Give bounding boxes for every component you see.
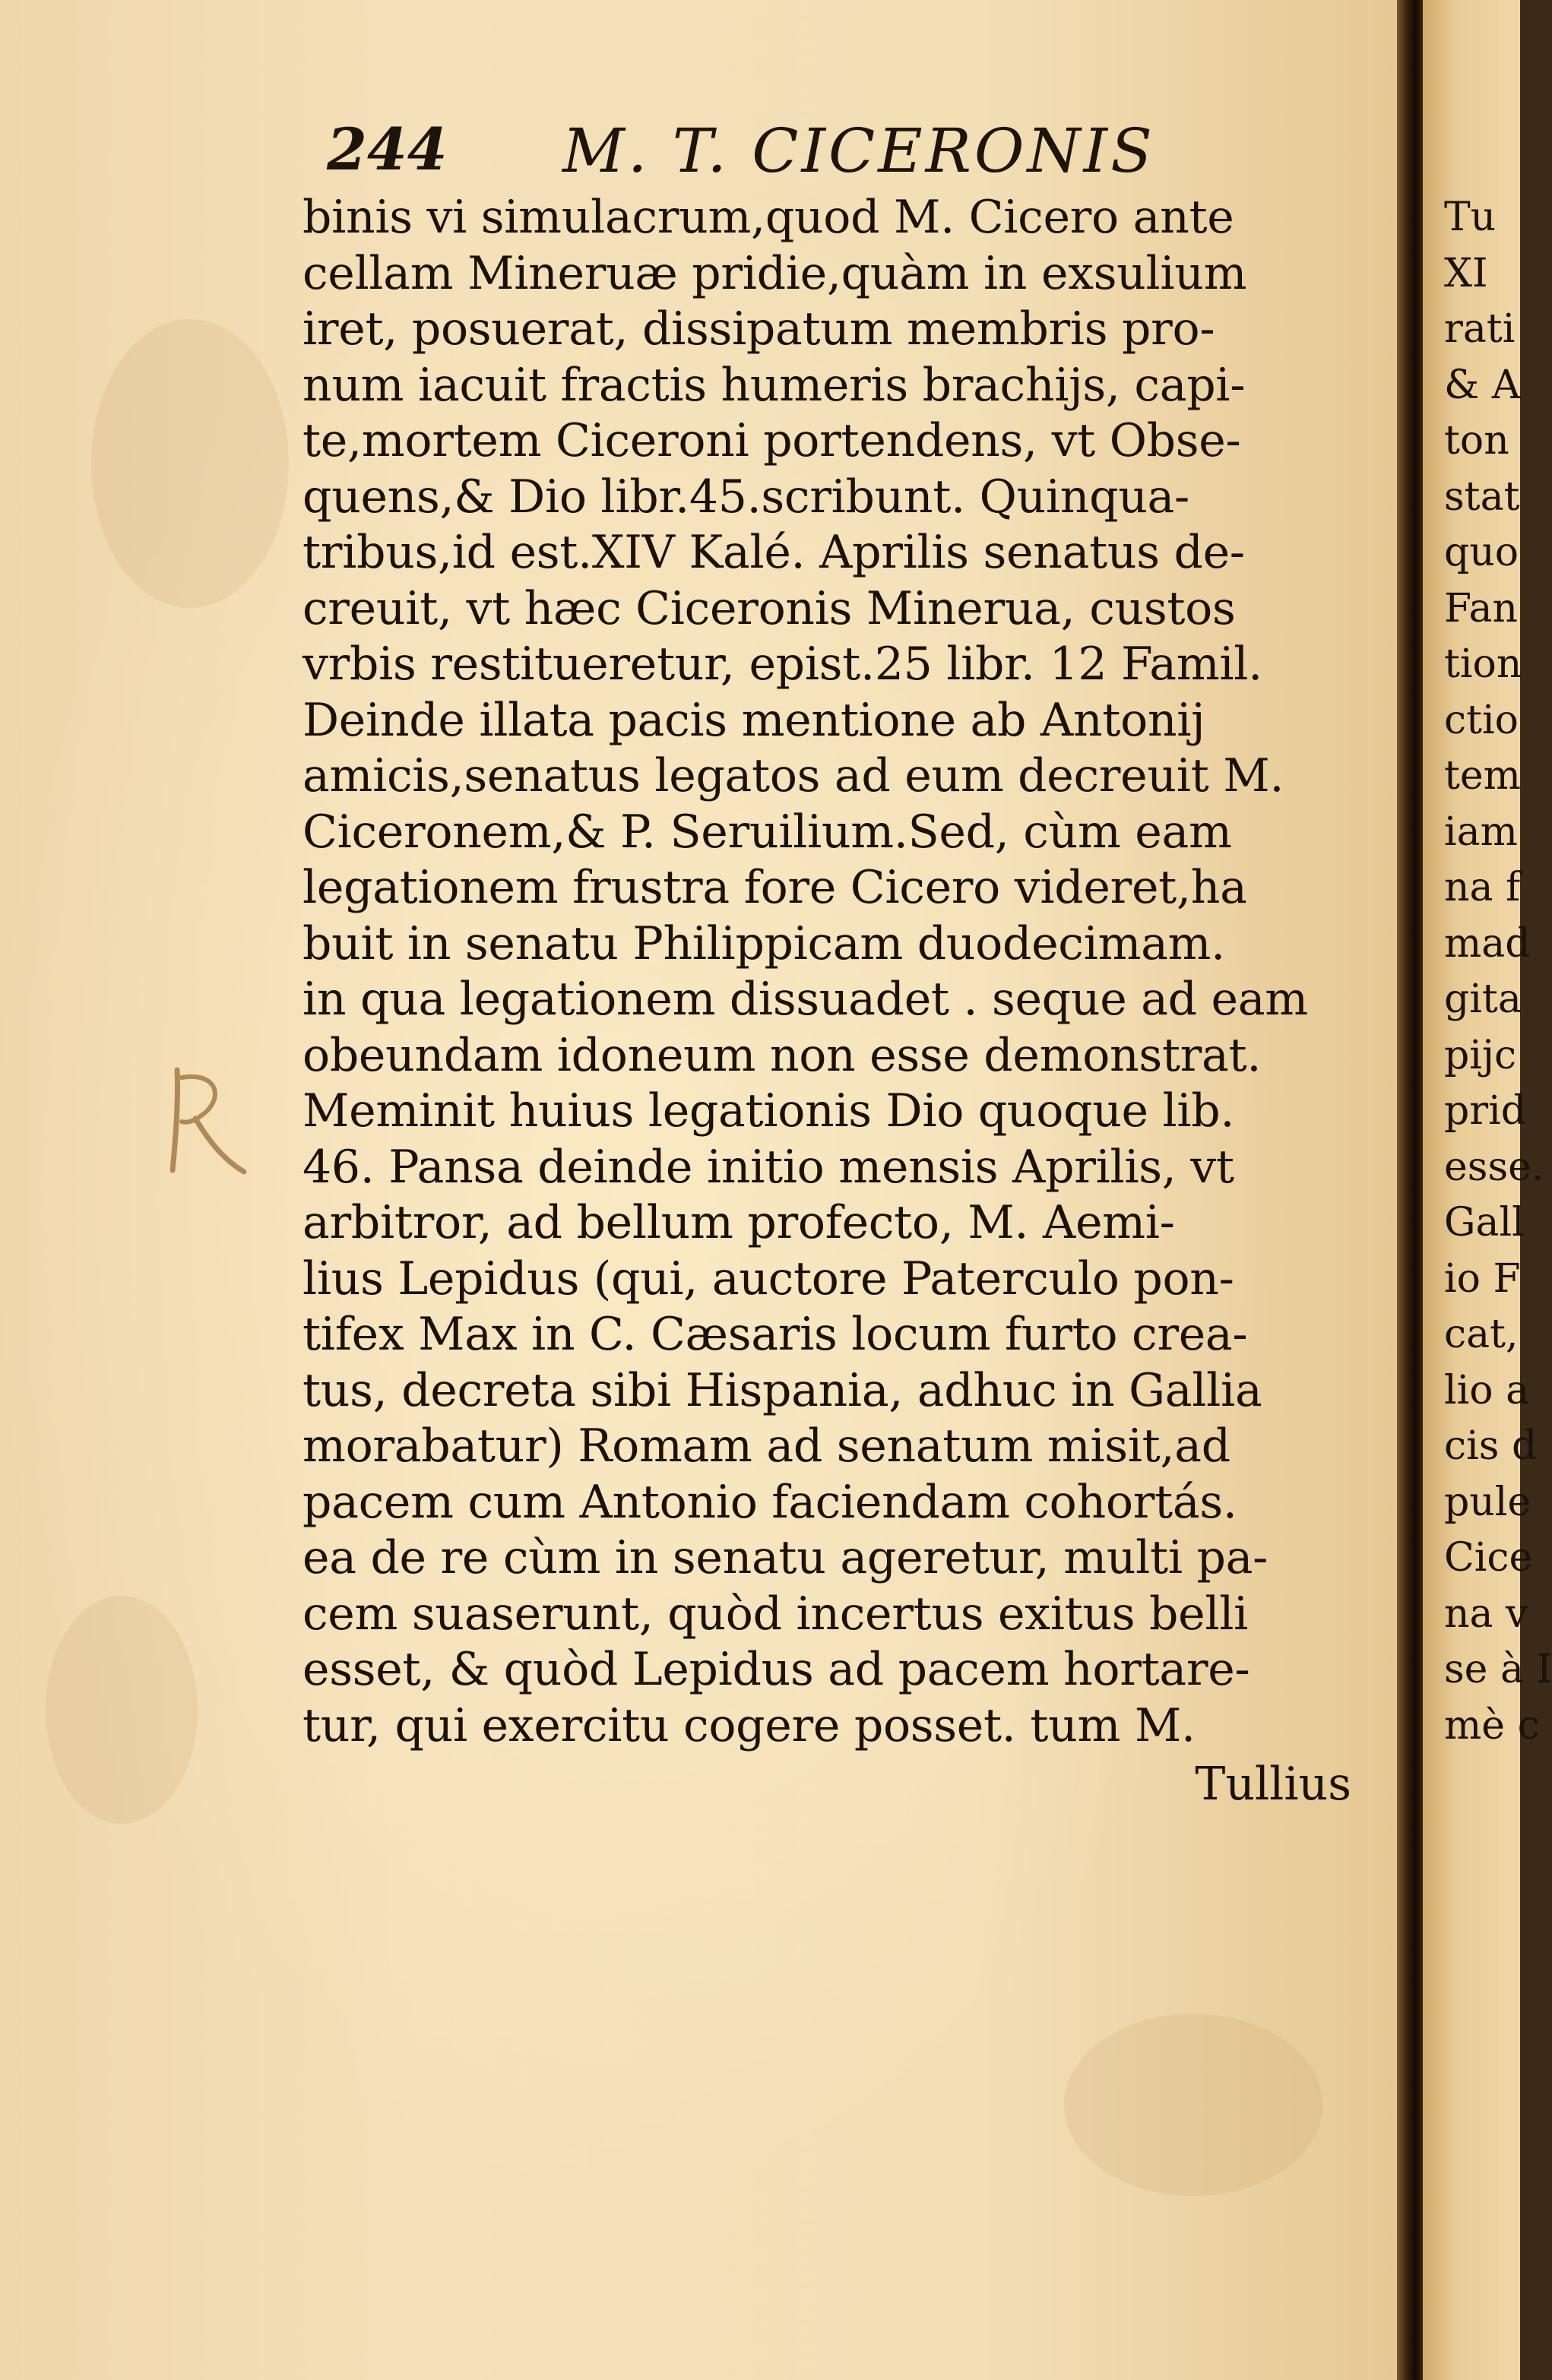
facing-line: rati [1444, 306, 1516, 352]
facing-line: se à I [1444, 1647, 1552, 1692]
text-line: creuit, vt hæc Ciceronis Minerua, custos [302, 581, 1236, 635]
facing-line: Tu [1444, 195, 1497, 240]
book-gutter [1397, 0, 1423, 2380]
text-line: legationem frustra fore Cicero videret,ha [302, 861, 1247, 914]
text-line: te,mortem Ciceroni portendens, vt Obse- [302, 414, 1241, 467]
facing-line: lio a [1444, 1367, 1530, 1413]
facing-line: ctio [1444, 697, 1519, 743]
text-line: cellam Mineruæ pridie,quàm in exsulium [302, 246, 1247, 300]
text-line: morabatur) Romam ad senatum misit,ad [302, 1419, 1231, 1473]
facing-line: ton [1444, 418, 1509, 464]
text-line: arbitror, ad bellum profecto, M. Aemi- [302, 1196, 1175, 1249]
facing-line: cis d [1444, 1423, 1538, 1469]
margin-annotation [156, 1056, 255, 1185]
text-line: Deinde illata pacis mentione ab Antonij [302, 693, 1205, 747]
text-line: lius Lepidus (qui, auctore Paterculo pon- [302, 1252, 1234, 1306]
handwritten-r-mark [156, 1056, 255, 1185]
text-line: in qua legationem dissuadet . seque ad eam [302, 973, 1308, 1026]
text-line: binis vi simulacrum,quod M. Cicero ante [302, 191, 1234, 244]
facing-line: stat [1444, 473, 1520, 520]
text-line: obeundam idoneum non esse demonstrat. [302, 1028, 1262, 1082]
body-text [302, 190, 1367, 1815]
text-line: tur, qui exercitu cogere posset. tum M. [302, 1698, 1196, 1752]
paper-stain [91, 319, 289, 608]
text-line: Meminit huius legationis Dio quoque lib. [302, 1084, 1235, 1138]
running-title: M. T. CICERONIS [562, 116, 1155, 186]
catchword: Tullius [1195, 1758, 1351, 1811]
facing-line: Cice [1444, 1535, 1533, 1581]
facing-page-text [1444, 190, 1552, 1754]
text-line: esset, & quòd Lepidus ad pacem hortare- [302, 1643, 1250, 1696]
facing-line: tem [1444, 753, 1521, 799]
facing-line: mad [1444, 920, 1531, 967]
text-line: tus, decreta sibi Hispania, adhuc in Gallia [302, 1363, 1262, 1417]
facing-line: Gall [1444, 1200, 1525, 1245]
facing-line: tion [1444, 641, 1522, 687]
facing-line: na v [1444, 1590, 1528, 1637]
facing-line: esse. [1444, 1144, 1544, 1190]
facing-line: na f [1444, 865, 1521, 910]
text-line: tribus,id est.XIV Kalé. Aprilis senatus de- [302, 526, 1245, 579]
text-line: iret, posuerat, dissipatum membris pro- [302, 302, 1215, 356]
facing-line: gita [1444, 976, 1522, 1022]
facing-line: prid [1444, 1088, 1527, 1134]
text-line: quens,& Dio libr.45.scribunt. Quinqua- [302, 470, 1189, 524]
facing-line: pijc [1444, 1032, 1517, 1078]
paper-stain [46, 1596, 198, 1824]
text-line: 46. Pansa deinde initio mensis Aprilis, vt [302, 1140, 1234, 1194]
facing-line: mè c [1444, 1702, 1540, 1749]
text-line: vrbis restitueretur, epist.25 libr. 12 Famil. [302, 638, 1262, 691]
text-line: pacem cum Antonio faciendam cohortás. [302, 1475, 1237, 1529]
text-line: Ciceronem,& P. Seruilium.Sed, cùm eam [302, 805, 1232, 859]
text-line: buit in senatu Philippicam duodecimam. [302, 916, 1225, 970]
text-line: amicis,senatus legatos ad eum decreuit M. [302, 749, 1284, 802]
facing-page-edge [1423, 0, 1552, 2380]
facing-line: Fan [1444, 585, 1519, 631]
text-line: num iacuit fractis humeris brachijs, capi- [302, 358, 1246, 412]
page-number: 244 [327, 116, 448, 183]
facing-line: quo [1444, 530, 1519, 575]
paper-stain [1064, 2014, 1322, 2196]
text-line: cem suaserunt, quòd incertus exitus belli [302, 1587, 1249, 1641]
facing-line: io F [1444, 1255, 1521, 1302]
facing-line: XI [1444, 250, 1488, 296]
facing-line: cat, [1444, 1312, 1519, 1357]
facing-line: & A [1444, 362, 1521, 408]
facing-line: iam [1444, 809, 1518, 855]
text-line: ea de re cùm in senatu ageretur, multi pa- [302, 1531, 1269, 1584]
text-line: tifex Max in C. Cæsaris locum furto crea- [302, 1308, 1248, 1361]
facing-line: pule [1444, 1479, 1531, 1525]
